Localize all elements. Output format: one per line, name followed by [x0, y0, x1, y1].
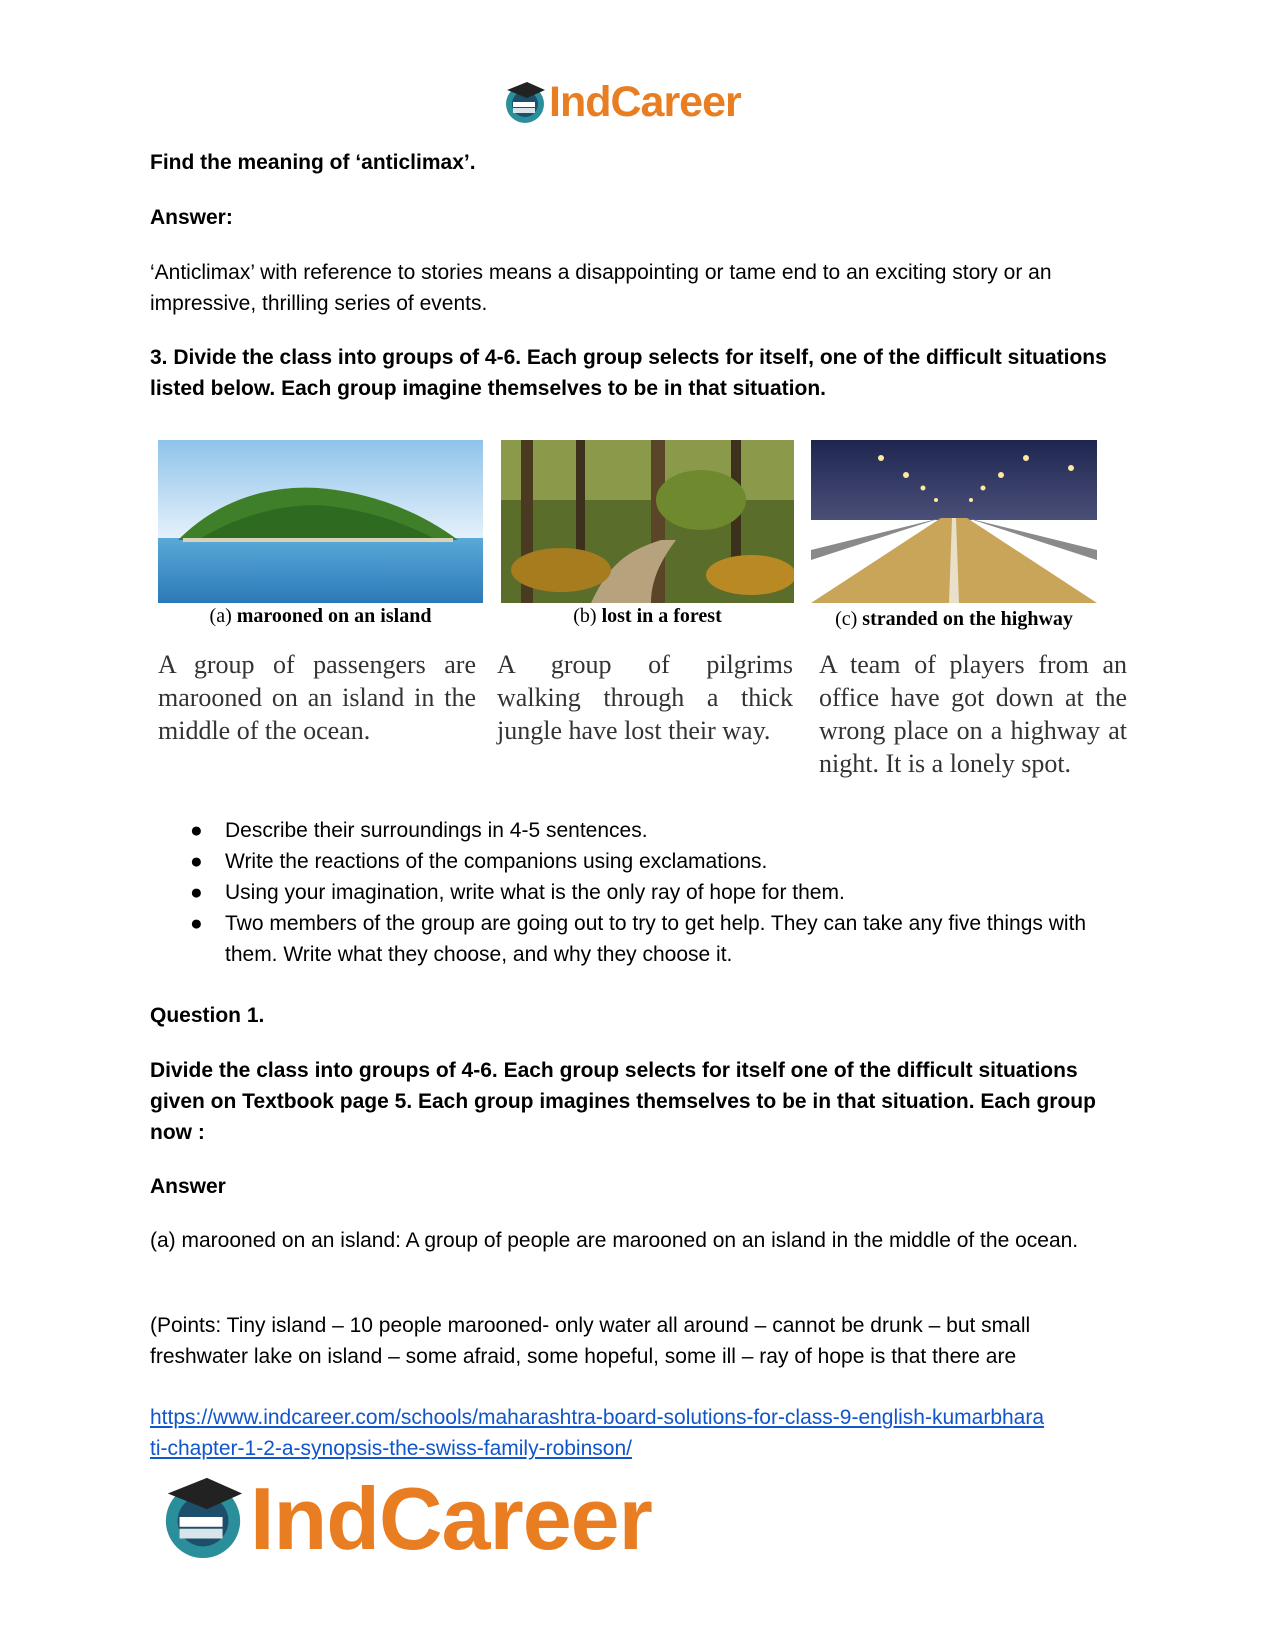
highway-photo: [811, 440, 1097, 603]
question-1-text: Divide the class into groups of 4-6. Each group selects for itself one of the difficult situations given on Textbook page 5. Each group imagines themselves to be in that situation. Each group now :: [150, 1059, 1096, 1144]
question-3: 3. Divide the class into groups of 4-6. Each group selects for itself, one of the difficult situations listed below. Each group imagine themselves to be in that situation.: [150, 346, 1107, 400]
bullet-icon: ●: [190, 881, 203, 904]
list-item: ● Two members of the group are going out to try to get help. They can take any five things with them. Write what they choose, and why they choose it.: [190, 908, 1130, 970]
source-url-line-1[interactable]: https://www.indcareer.com/schools/maharashtra-board-solutions-for-class-9-english-kumarbhara: [150, 1406, 1045, 1429]
answer-points: (Points: Tiny island – 10 people marooned- only water all around – cannot be drunk – but small freshwater lake on island – some afraid, some hopeful, some ill – ray of hope is that there are: [150, 1314, 1031, 1368]
caption-c: (c) stranded on the highway: [835, 608, 1073, 630]
caption-b: (b) lost in a forest: [573, 605, 722, 627]
bullet-icon: ●: [190, 819, 203, 842]
list-item: ● Write the reactions of the companions using exclamations.: [190, 846, 1130, 877]
situation-desc-b: A group of pilgrims walking through a thick jungle have lost their way.: [497, 650, 793, 745]
situation-desc-c: A team of players from an office have got down at the wrong place on a highway at night. It is a lonely spot.: [819, 650, 1127, 778]
caption-a: (a) marooned on an island: [209, 605, 432, 627]
bullet-icon: ●: [190, 850, 203, 873]
answer-a: (a) marooned on an island: A group of people are marooned on an island in the middle of the ocean.: [150, 1229, 1079, 1252]
indcareer-logo-bottom: [160, 1469, 700, 1568]
graduation-cap-book-logo-icon: [160, 1474, 246, 1560]
situation-desc-a: A group of passengers are marooned on an island in the middle of the ocean.: [158, 650, 476, 745]
graduation-cap-book-logo-icon: [503, 80, 547, 124]
source-link: [150, 1402, 1150, 1464]
list-item: ● Describe their surroundings in 4-5 sentences.: [190, 815, 1130, 846]
brand-wordmark: IndCareer: [549, 78, 741, 126]
answer-label-2: Answer: [150, 1175, 226, 1198]
brand-wordmark: IndCareer: [250, 1469, 652, 1568]
forest-photo: [501, 440, 794, 603]
question-1-label: Question 1.: [150, 1004, 265, 1027]
source-url-line-2[interactable]: ti-chapter-1-2-a-synopsis-the-swiss-family-robinson/: [150, 1437, 632, 1460]
island-photo: [158, 440, 483, 603]
list-item: ● Using your imagination, write what is the only ray of hope for them.: [190, 877, 1130, 908]
indcareer-logo-top: [503, 80, 773, 128]
bullet-icon: ●: [190, 912, 203, 935]
question-anticlimax: Find the meaning of ‘anticlimax’.: [150, 151, 476, 174]
answer-label: Answer:: [150, 206, 233, 229]
answer-anticlimax: ‘Anticlimax’ with reference to stories means a disappointing or tame end to an exciting story or an impressive, thrilling series of events.: [150, 261, 1052, 315]
task-list: [190, 815, 1130, 970]
